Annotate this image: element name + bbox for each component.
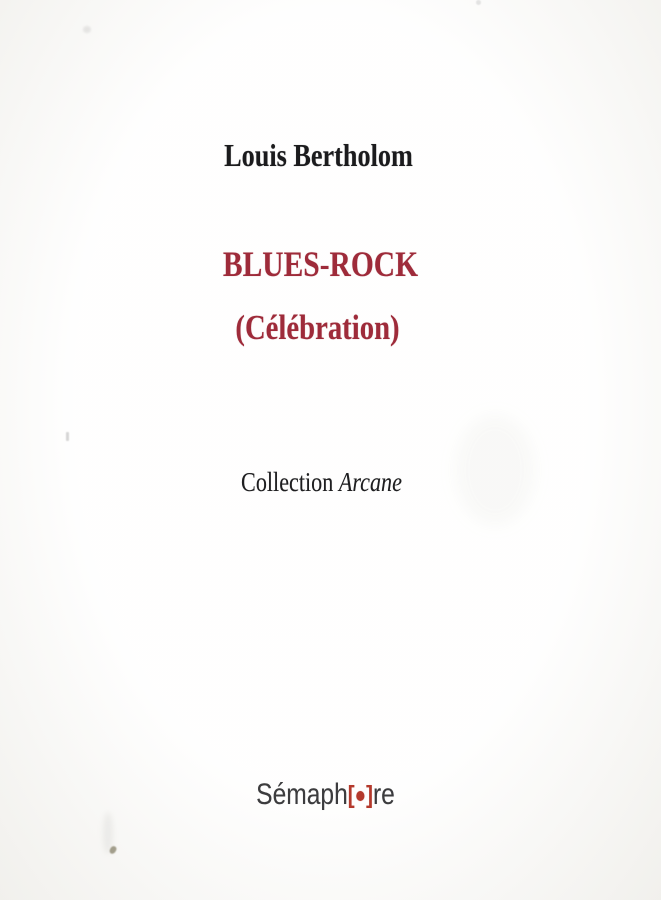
scan-artifact	[103, 812, 113, 854]
book-title: BLUES-ROCK	[222, 244, 419, 284]
collection-line	[50, 469, 592, 496]
author-name: Louis Bertholom	[224, 137, 413, 173]
scan-artifact	[109, 845, 118, 855]
scan-artifact	[476, 0, 481, 5]
book-subtitle: (Célébration)	[235, 308, 400, 347]
collection-name: Arcane	[338, 467, 402, 497]
publisher-open-bracket: [	[347, 781, 355, 809]
publisher-red-dot-icon	[356, 791, 364, 801]
publisher-close-bracket: ]	[366, 781, 373, 809]
scan-artifact	[66, 432, 69, 441]
scan-artifact	[83, 26, 91, 33]
publisher-text-prefix: Sémaph	[256, 778, 348, 811]
collection-label: Collection	[241, 467, 334, 497]
publisher-text-suffix: re	[372, 778, 395, 811]
publisher-logo	[54, 780, 596, 810]
